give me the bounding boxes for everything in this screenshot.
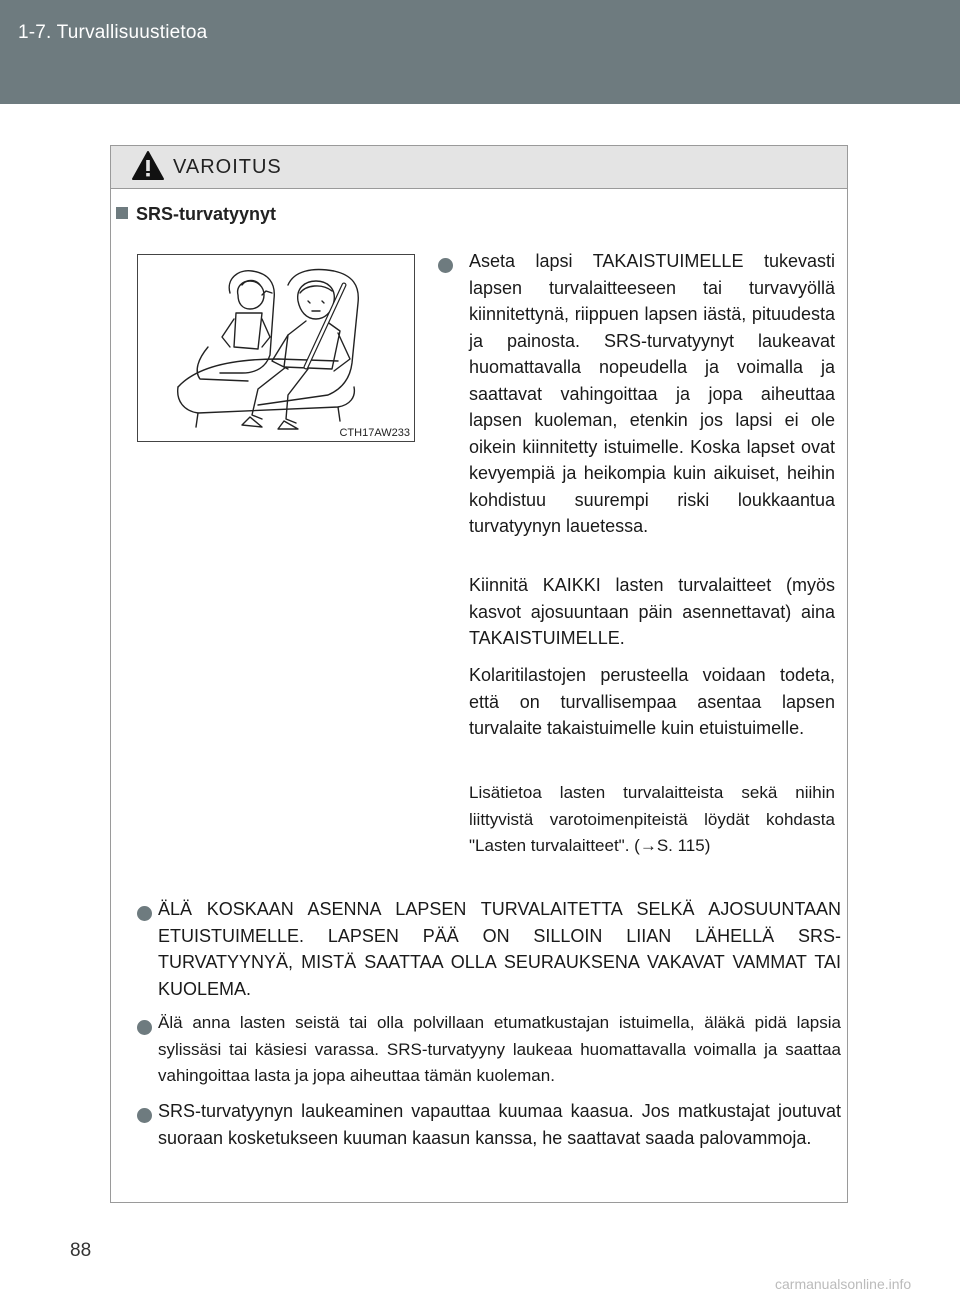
paragraph-more-info: Lisätietoa lasten turvalaitteista sekä niihin liittyvistä varotoimenpiteistä löydät kohdasta "Lasten turvalaitteet". (→S. 115) xyxy=(469,783,835,855)
bullet-icon xyxy=(438,258,453,273)
warning-title: VAROITUS xyxy=(173,156,282,178)
warning-header xyxy=(111,146,847,189)
section-title: 1-7. Turvallisuustietoa xyxy=(18,22,208,43)
square-bullet-icon xyxy=(116,207,128,219)
child-seat-drawing xyxy=(138,255,414,441)
header-bar xyxy=(0,0,960,104)
child-seat-illustration xyxy=(137,254,415,442)
bullet-icon xyxy=(137,1108,152,1123)
illustration-code: CTH17AW233 xyxy=(339,427,410,439)
bullet-text-never-rear-facing: ÄLÄ KOSKAAN ASENNA LAPSEN TURVALAITETTA SELKÄ AJOSUUNTAAN ETUISTUIMELLE. LAPSEN PÄÄ ON SILLOIN LIIAN LÄHELLÄ SRS-TURVATYYNYÄ, MISTÄ SAATTAA OLLA SEURAUKSENA VAKAVAT VAMMAT TAI KUOLEMA. xyxy=(158,899,841,999)
bullet-text-hot-gas: SRS-turvatyynyn laukeaminen vapauttaa kuumaa kaasua. Jos matkustajat joutuvat suoraan kosketukseen kuuman kaasun kanssa, he saattavat saada palovammoja. xyxy=(158,1101,841,1148)
subheading xyxy=(116,204,276,225)
warning-triangle-icon xyxy=(131,150,165,182)
bullet-icon xyxy=(137,1020,152,1035)
page-number: 88 xyxy=(70,1240,92,1261)
subheading-text: SRS-turvatyynyt xyxy=(136,204,277,224)
bullet-icon xyxy=(137,906,152,921)
bullet-text-no-standing: Älä anna lasten seistä tai olla polvillaan etumatkustajan istuimella, äläkä pidä lapsia sylissäsi tai käsiesi varassa. SRS-turvatyyny laukeaa huomattavalla voimalla ja saattaa vahingoittaa lasta ja jopa aiheuttaa tämän kuoleman. xyxy=(158,1013,841,1085)
watermark: carmanualsonline.info xyxy=(775,1276,912,1292)
warning-box xyxy=(110,145,848,1203)
paragraph-statistics: Kolaritilastojen perusteella voidaan todeta, että on turvallisempaa asentaa lapsen turvalaite takaistuimelle kuin etuistuimelle. xyxy=(469,665,835,738)
paragraph-all-restraints: Kiinnitä KAIKKI lasten turvalaitteet (myös kasvot ajosuuntaan päin asennettavat) aina TAKAISTUIMELLE. xyxy=(469,575,835,648)
bullet-text-rear-seat: Aseta lapsi TAKAISTUIMELLE tukevasti lapsen turvalaitteeseen tai turvavyöllä kiinnitettynä, riippuen lapsen iästä, pituudesta ja painosta. SRS-turvatyynyt laukeavat huomattavalla nopeudella ja voimalla ja saattavat vahingoittaa ja jopa aiheuttaa lapsen kuoleman, etenkin jos lapsi ei ole oikein kiinnitetty istuimelle. Koska lapset ovat kevyempiä ja heikompia kuin aikuiset, heihin kohdistuu suurempi riski loukkaantua turvatyynyn lauetessa. xyxy=(469,251,835,536)
